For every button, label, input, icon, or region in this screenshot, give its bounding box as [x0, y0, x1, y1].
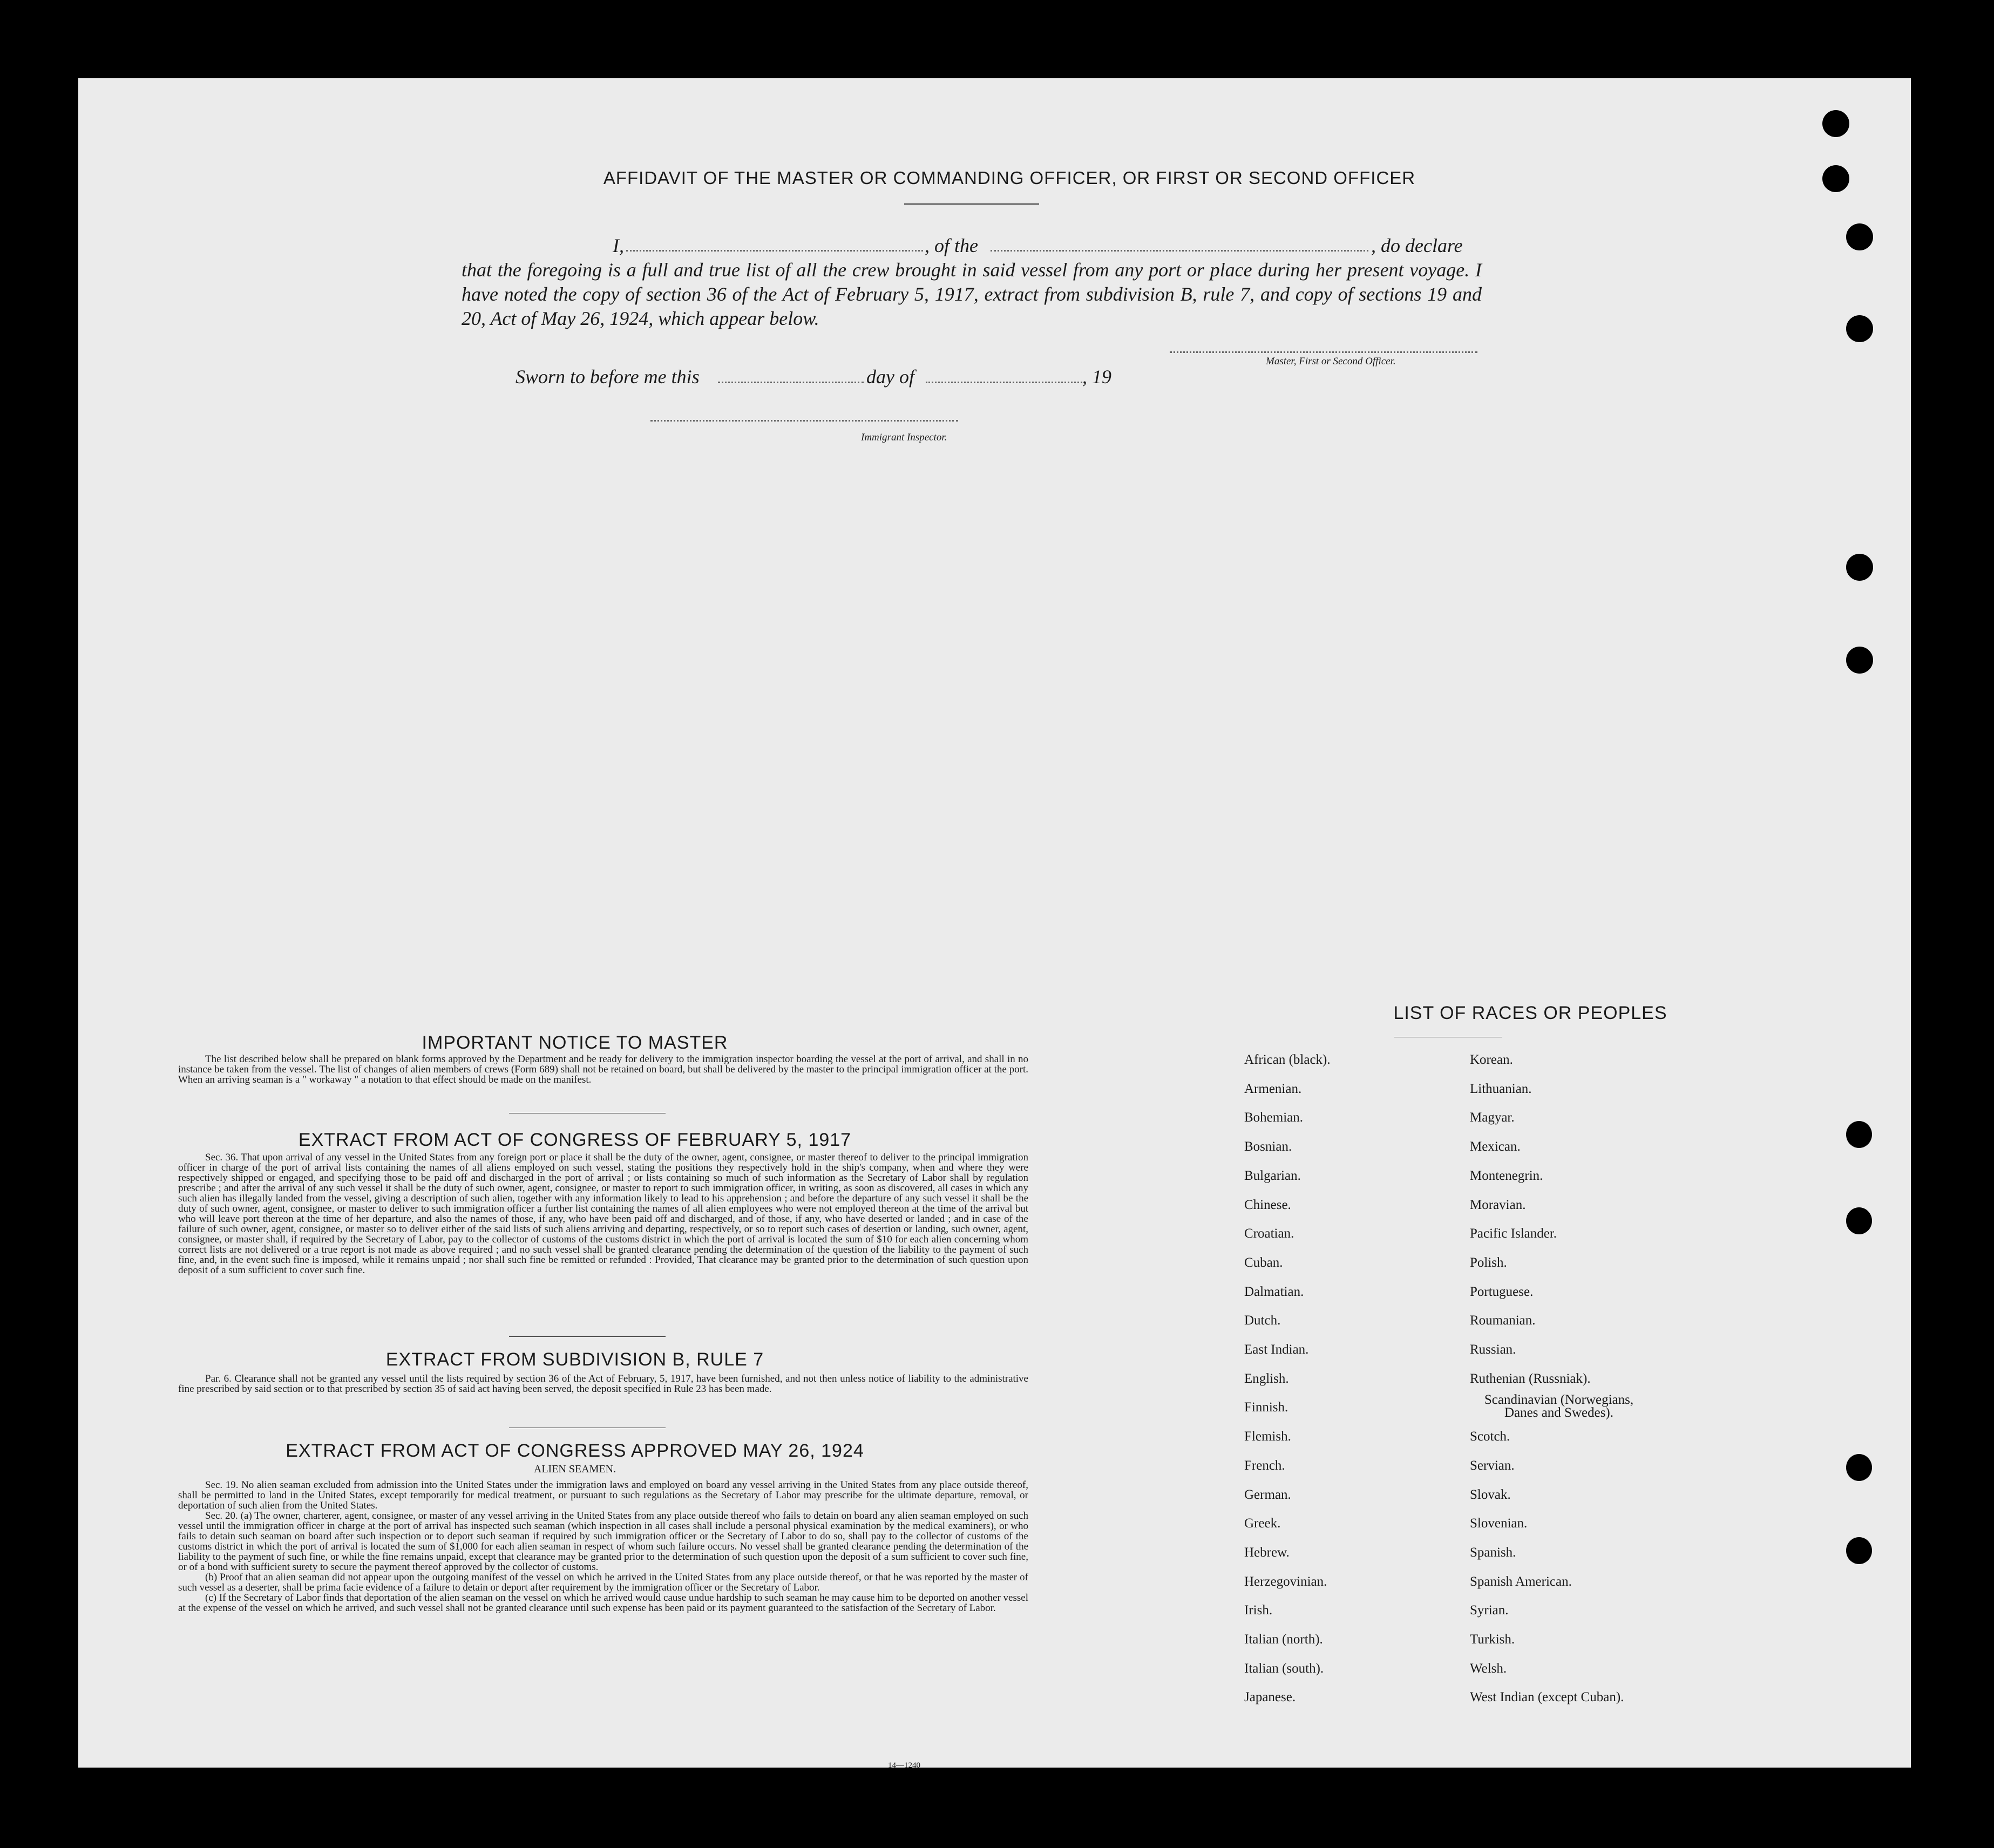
sworn-day-blank[interactable] [718, 382, 864, 383]
extract-1917-text [178, 1152, 1028, 1320]
race-item: Bohemian. [1244, 1110, 1304, 1125]
race-item: Turkish. [1470, 1632, 1515, 1647]
race-item: Irish. [1244, 1603, 1273, 1618]
declarant-suffix: , do declare [1371, 235, 1463, 256]
declarant-name-blank[interactable] [626, 250, 923, 252]
inspector-caption: Immigrant Inspector. [861, 432, 947, 443]
notice-text [178, 1054, 1028, 1108]
document-sheet [78, 78, 1911, 1768]
declarant-mid: , of the [925, 235, 978, 256]
affidavit-body [462, 234, 1482, 331]
inspector-signature-blank[interactable] [650, 420, 958, 422]
race-item: Korean. [1470, 1052, 1513, 1067]
race-item: English. [1244, 1371, 1289, 1386]
race-item: Finnish. [1244, 1400, 1288, 1415]
race-item: Montenegrin. [1470, 1168, 1543, 1183]
affidavit-statement: that the foregoing is a full and true list of all the crew brought in said vessel from any port or place during her present voyage. I have noted the copy of section 36 of the Act of February 5, 1917, extract from subdivision B, rule 7, and copy of sections 19 and 20, Act of May 26, 1924, which appear below. [462, 259, 1482, 329]
sworn-year: , 19 [1082, 366, 1111, 388]
race-item: Portuguese. [1470, 1285, 1534, 1299]
binder-hole [1846, 1454, 1872, 1481]
alien-seamen-subtitle: ALIEN SEAMEN. [533, 1463, 616, 1475]
race-item: Cuban. [1244, 1255, 1283, 1270]
race-item: Mexican. [1470, 1139, 1521, 1154]
race-item: Japanese. [1244, 1690, 1296, 1704]
race-item: Armenian. [1244, 1082, 1302, 1096]
binder-hole [1846, 1121, 1872, 1148]
affidavit-title: AFFIDAVIT OF THE MASTER OR COMMANDING OFFICER, OR FIRST OR SECOND OFFICER [603, 168, 1416, 188]
officer-signature-blank[interactable] [1170, 351, 1477, 353]
race-item: Herzegovinian. [1244, 1574, 1327, 1589]
race-item: Servian. [1470, 1458, 1515, 1473]
race-item: Russian. [1470, 1342, 1516, 1357]
race-item: Italian (north). [1244, 1632, 1323, 1647]
extract-rule7-title: EXTRACT FROM SUBDIVISION B, RULE 7 [385, 1349, 764, 1370]
race-item: Polish. [1470, 1255, 1507, 1270]
race-item: Hebrew. [1244, 1545, 1290, 1560]
race-item: Dalmatian. [1244, 1285, 1304, 1299]
races-right-column [1470, 1052, 1794, 1808]
race-item: Scotch. [1470, 1429, 1510, 1444]
binder-hole [1846, 223, 1873, 250]
vessel-name-blank[interactable] [991, 250, 1368, 252]
notice-title: IMPORTANT NOTICE TO MASTER [422, 1032, 728, 1053]
race-item: French. [1244, 1458, 1285, 1473]
binder-hole [1846, 315, 1873, 342]
extract-1917-title: EXTRACT FROM ACT OF CONGRESS OF FEBRUARY 5, 1917 [298, 1130, 852, 1150]
race-item: Roumanian. [1470, 1313, 1536, 1328]
race-item: Pacific Islander. [1470, 1226, 1557, 1241]
race-item: Spanish American. [1470, 1574, 1572, 1589]
binder-hole [1846, 554, 1873, 581]
sworn-prefix: Sworn to before me this [516, 366, 700, 388]
divider [509, 1336, 666, 1337]
extract-1924-text [178, 1480, 1028, 1755]
title-divider [904, 203, 1039, 205]
declarant-prefix: I, [613, 235, 624, 256]
race-item: German. [1244, 1487, 1291, 1502]
race-item: Slovak. [1470, 1487, 1511, 1502]
race-item: Flemish. [1244, 1429, 1291, 1444]
race-item: Italian (south). [1244, 1661, 1324, 1676]
section-20a-paragraph: Sec. 20. (a) The owner, charterer, agent, consignee, or master of any vessel arriving in the United States from any place outside thereof who fails to detain on board any alien seaman employed on such vessel until the immigration officer in charge at the port of arrival has inspected such seaman (which inspection in all cases shall include a personal physical examination by the medical examiners), or who fails to detain such seaman on board after such inspection or to deport such seaman if required by such immigration officer or the Secretary of Labor to do so, shall pay to the collector of customs of the customs district in which the port of arrival is located the sum of $1,000 for each alien seaman in respect of whom such failure occurs. No vessel shall be granted clearance pending the determination of the liability to the payment of such fine, or while the fine remains unpaid, except that clearance may be granted prior to the determination of such question upon the deposit of a sum sufficient to cover such fine, or of a bond with sufficient surety to secure the payment thereof approved by the collector of customs. [178, 1510, 1028, 1573]
binder-hole [1822, 165, 1849, 192]
section-20c-paragraph: (c) If the Secretary of Labor finds that deportation of the alien seaman on the vessel on which he arrived would cause undue hardship to such seaman he may cause him to be deported on another vessel at the expense of the vessel on which he arrived, and such vessel shall not be granted clearance until such expense has been paid or its payment guaranteed to the satisfaction of the Secretary of Labor. [178, 1592, 1028, 1614]
binder-hole [1846, 1207, 1872, 1234]
affidavit-declaration-line [462, 234, 1482, 258]
sworn-line [516, 365, 1163, 390]
race-item: Spanish. [1470, 1545, 1516, 1560]
race-item: Croatian. [1244, 1226, 1294, 1241]
race-item: Scandinavian (Norwegians, Danes and Swedes). [1484, 1392, 1634, 1420]
notice-paragraph: The list described below shall be prepared on blank forms approved by the Department and be ready for delivery to the immigration inspector boarding the vessel at the port of arrival, and shall in no instance be taken from the vessel. The list of changes of alien members of crews (Form 689) shall not be retained on board, but shall be delivered by the master to the principal immigration officer at the port. When an arriving seaman is a " workaway " a notation to that effect should be made on the manifest. [178, 1054, 1028, 1085]
rule7-paragraph: Par. 6. Clearance shall not be granted any vessel until the lists required by section 36 of the Act of February, 5, 1917, have been furnished, and not then unless notice of liability to the administrative fine prescribed by said section or to that prescribed by section 35 of said act having been served, the deposit specified in Rule 23 has been made. [178, 1373, 1028, 1395]
race-item: Bosnian. [1244, 1139, 1292, 1154]
binder-hole [1846, 647, 1873, 674]
sworn-mid: day of [866, 366, 914, 388]
race-item: Slovenian. [1470, 1516, 1528, 1531]
race-item: African (black). [1244, 1052, 1331, 1067]
race-item: Chinese. [1244, 1198, 1291, 1212]
race-item: Dutch. [1244, 1313, 1281, 1328]
section-19-paragraph: Sec. 19. No alien seaman excluded from admission into the United States under the immigration laws and employed on board any vessel arriving in the United States from any place outside thereof, shall be permitted to land in the United States, except temporarily for medical treatment, or pursuant to such regulations as the Secretary of Labor may prescribe for the ultimate departure, removal, or deportation of such alien from the United States. [178, 1479, 1028, 1511]
race-item: Lithuanian. [1470, 1082, 1532, 1096]
race-item: Moravian. [1470, 1198, 1526, 1212]
race-item: Welsh. [1470, 1661, 1507, 1676]
race-item: Magyar. [1470, 1110, 1515, 1125]
races-title: LIST OF RACES OR PEOPLES [1393, 1003, 1667, 1023]
section-36-paragraph: Sec. 36. That upon arrival of any vessel in the United States from any foreign port or place it shall be the duty of the owner, agent, consignee, or master thereof to deliver to the principal immigration officer in charge of the port of arrival lists containing the names of all aliens employed on such vessel, stating the positions they respectively hold in the ship's company, when and where they were respectively shipped or engaged, and specifying those to be paid off and discharged in the port of arrival ; or lists containing so much of such information as the Secretary of Labor shall by regulation prescribe ; and after the arrival of any such vessel it shall be the duty of such owner, agent, consignee, or master to report to such immigration officer, in writing, as soon as discovered, all cases in which any such alien has illegally landed from the vessel, giving a description of such alien, together with any information likely to lead to his apprehension ; and before the departure of any such vessel it shall be the duty of such owner, agent, consignee, or master to deliver to such immigration officer a further list containing the names of all alien employees who were not employed thereon at the time of the arrival but who will leave port thereon at the time of her departure, and also the names of those, if any, who have been paid off and discharged, and of those, if any, who have deserted or landed ; and in case of the failure of such owner, agent, consignee, or master so to deliver either of the said lists of such aliens arriving and departing, respectively, or so to report such cases of desertion or landing, such owner, agent, consignee, or master shall, if required by the Secretary of Labor, pay to the collector of customs of the customs district in which the port of arrival is located the sum of $10 for each alien concerning whom correct lists are not delivered or a true report is not made as above required ; and no such vessel shall be granted clearance pending the determination of the question of the liability to the payment of such fine, and, in the event such fine is imposed, while it remains unpaid ; nor shall such fine be remitted or refunded : Provided, That clearance may be granted prior to the determination of such question upon deposit of a sum sufficient to cover such fine. [178, 1152, 1028, 1276]
extract-rule7-text [178, 1374, 1028, 1406]
race-item: Greek. [1244, 1516, 1281, 1531]
race-item: East Indian. [1244, 1342, 1309, 1357]
signature-caption: Master, First or Second Officer. [1266, 356, 1396, 367]
race-item: Bulgarian. [1244, 1168, 1301, 1183]
sworn-month-blank[interactable] [926, 382, 1082, 383]
race-item: West Indian (except Cuban). [1470, 1690, 1624, 1704]
binder-hole [1846, 1537, 1872, 1564]
race-item: Ruthenian (Russniak). [1470, 1371, 1591, 1386]
form-number: 14—1240 [888, 1761, 920, 1770]
binder-hole [1822, 110, 1849, 137]
section-20b-paragraph: (b) Proof that an alien seaman did not appear upon the outgoing manifest of the vessel on which he arrived in the United States from any place outside thereof, or that he was reported by the master of such vessel as a deserter, shall be prima facie evidence of a failure to detain or deport after requirement by the immigration officer or the Secretary of Labor. [178, 1572, 1028, 1593]
extract-1924-title: EXTRACT FROM ACT OF CONGRESS APPROVED MAY 26, 1924 [286, 1441, 864, 1461]
race-item: Syrian. [1470, 1603, 1509, 1618]
